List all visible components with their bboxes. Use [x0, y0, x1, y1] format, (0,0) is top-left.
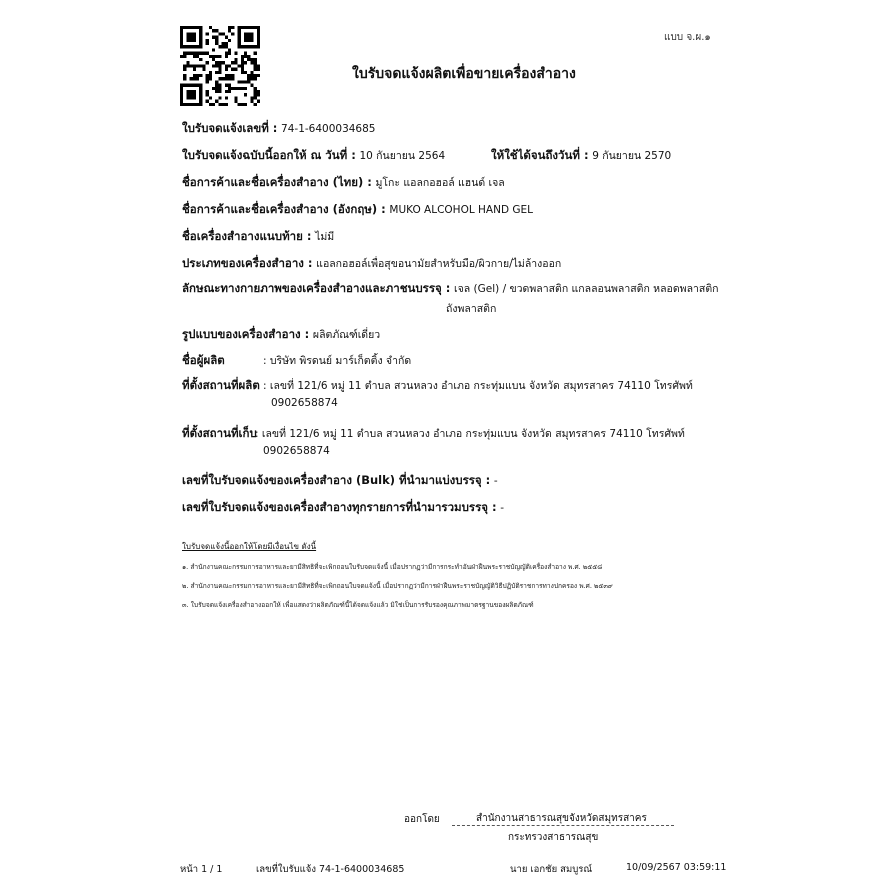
name-thai-row — [182, 174, 505, 192]
name-english-label: ชื่อการค้าและชื่อเครื่องสำอาง (อังกฤษ) : — [182, 202, 386, 216]
valid-until-label: ให้ใช้ได้จนถึงวันที่ : — [491, 148, 589, 162]
physical-form-label: ลักษณะทางกายภาพของเครื่องสำอางและภาชนบรรจุ : — [182, 281, 451, 295]
manufacturer-label: ชื่อผู้ผลิต — [182, 353, 225, 367]
combined-number-value: - — [500, 502, 505, 514]
condition-item: ๓. ใบรับจดแจ้งเครื่องสำอางออกให้ เพื่อแสดงว่าผลิตภัณฑ์นี้ได้จดแจ้งแล้ว มิใช่เป็นการรับรองคุณภาพมาตรฐานของผลิตภัณฑ์ — [182, 601, 534, 609]
official-name: นาย เอกชัย สมบูรณ์ — [510, 864, 593, 875]
qr-code — [180, 26, 260, 106]
bulk-number-row — [182, 472, 498, 490]
receipt-number-row — [182, 120, 375, 138]
combined-number-label: เลขที่ใบรับจดแจ้งของเครื่องสำอางทุกรายการที่นำมารวมบรรจุ : — [182, 500, 497, 514]
mfg-location-value-cont: 0902658874 — [271, 397, 338, 409]
storage-location-value: : เลขที่ 121/6 หมู่ 11 ตำบล สวนหลวง อำเภอ กระทุ่มแบน จังหวัด สมุทรสาคร 74110 โทรศัพท์ — [255, 428, 685, 440]
storage-location-label: ที่ตั้งสถานที่เก็บ — [182, 426, 257, 440]
receipt-number-value: 74-1-6400034685 — [281, 123, 376, 135]
combined-number-row — [182, 499, 504, 517]
storage-location-row — [182, 425, 257, 443]
bulk-number-value: - — [493, 475, 498, 487]
product-format-value: ผลิตภัณฑ์เดี่ยว — [312, 329, 381, 341]
name-english-row — [182, 201, 533, 219]
mfg-location-row — [182, 377, 260, 395]
physical-form-row — [182, 280, 719, 298]
issue-date-row — [182, 147, 445, 165]
name-thai-label: ชื่อการค้าและชื่อเครื่องสำอาง (ไทย) : — [182, 175, 372, 189]
condition-item: ๑. สำนักงานคณะกรรมการอาหารและยามีสิทธิที่จะเพิกถอนใบรับจดแจ้งนี้ เมื่อปรากฏว่ามีการกระทำอันฝ่าฝืนพระราชบัญญัติเครื่องสำอาง พ.ศ. ๒๕๕๘ — [182, 563, 603, 571]
valid-until-value: 9 กันยายน 2570 — [592, 150, 672, 162]
issued-by-label: ออกโดย — [404, 814, 440, 825]
physical-form-value-cont: ถังพลาสติก — [446, 303, 497, 315]
issue-date-value: 10 กันยายน 2564 — [359, 150, 446, 162]
page-number: หน้า 1 / 1 — [180, 864, 223, 875]
issuer-office: สำนักงานสาธารณสุขจังหวัดสมุทรสาคร — [476, 813, 647, 824]
condition-item: ๒. สำนักงานคณะกรรมการอาหารและยามีสิทธิที่จะเพิกถอนใบจดแจ้งนี้ เมื่อปรากฏว่ามีการฝ่าฝืนพระราชบัญญัติวิธีปฏิบัติราชการทางปกครอง พ.ศ. ๒๕๓๙ — [182, 582, 613, 590]
product-format-row — [182, 326, 380, 344]
name-thai-value: มูโกะ แอลกอฮอล์ แฮนด์ เจล — [375, 177, 505, 189]
issuer-ministry: กระทรวงสาธารณสุข — [508, 832, 599, 843]
valid-until-row — [491, 147, 671, 165]
name-english-value: MUKO ALCOHOL HAND GEL — [389, 204, 534, 216]
cosmetic-type-value: แอลกอฮอล์เพื่อสุขอนามัยสำหรับมือ/ผิวกาย/ไม่ล้างออก — [316, 258, 562, 270]
annex-name-label: ชื่อเครื่องสำอางแนบท้าย : — [182, 229, 312, 243]
storage-location-value-cont: 0902658874 — [263, 445, 330, 457]
annex-name-value: ไม่มี — [315, 231, 335, 243]
document-title: ใบรับจดแจ้งผลิตเพื่อขายเครื่องสำอาง — [352, 66, 576, 82]
form-code: แบบ จ.ผ.๑ — [664, 32, 711, 43]
mfg-location-label: ที่ตั้งสถานที่ผลิต — [182, 378, 260, 392]
manufacturer-value: : บริษัท พิรดนย์ มาร์เก็ตติ้ง จำกัด — [263, 355, 412, 367]
receipt-number-label: ใบรับจดแจ้งเลขที่ : — [182, 121, 278, 135]
footer-receipt-ref: เลขที่ใบรับแจ้ง 74-1-6400034685 — [256, 864, 405, 875]
issue-date-label: ใบรับจดแจ้งฉบับนี้ออกให้ ณ วันที่ : — [182, 148, 356, 162]
print-timestamp: 10/09/2567 03:59:11 — [626, 862, 727, 873]
conditions-heading: ใบรับจดแจ้งนี้ออกให้โดยมีเงื่อนไข ดังนี้ — [182, 542, 317, 551]
product-format-label: รูปแบบของเครื่องสำอาง : — [182, 327, 310, 341]
annex-name-row — [182, 228, 334, 246]
physical-form-value: เจล (Gel) / ขวดพลาสติก แกลลอนพลาสติก หลอดพลาสติก — [454, 283, 719, 295]
manufacturer-row — [182, 352, 225, 370]
cosmetic-type-row — [182, 255, 561, 273]
bulk-number-label: เลขที่ใบรับจดแจ้งของเครื่องสำอาง (Bulk) ที่นำมาแบ่งบรรจุ : — [182, 473, 491, 487]
mfg-location-value: : เลขที่ 121/6 หมู่ 11 ตำบล สวนหลวง อำเภอ กระทุ่มแบน จังหวัด สมุทรสาคร 74110 โทรศัพท์ — [263, 380, 693, 392]
cosmetic-type-label: ประเภทของเครื่องสำอาง : — [182, 256, 313, 270]
